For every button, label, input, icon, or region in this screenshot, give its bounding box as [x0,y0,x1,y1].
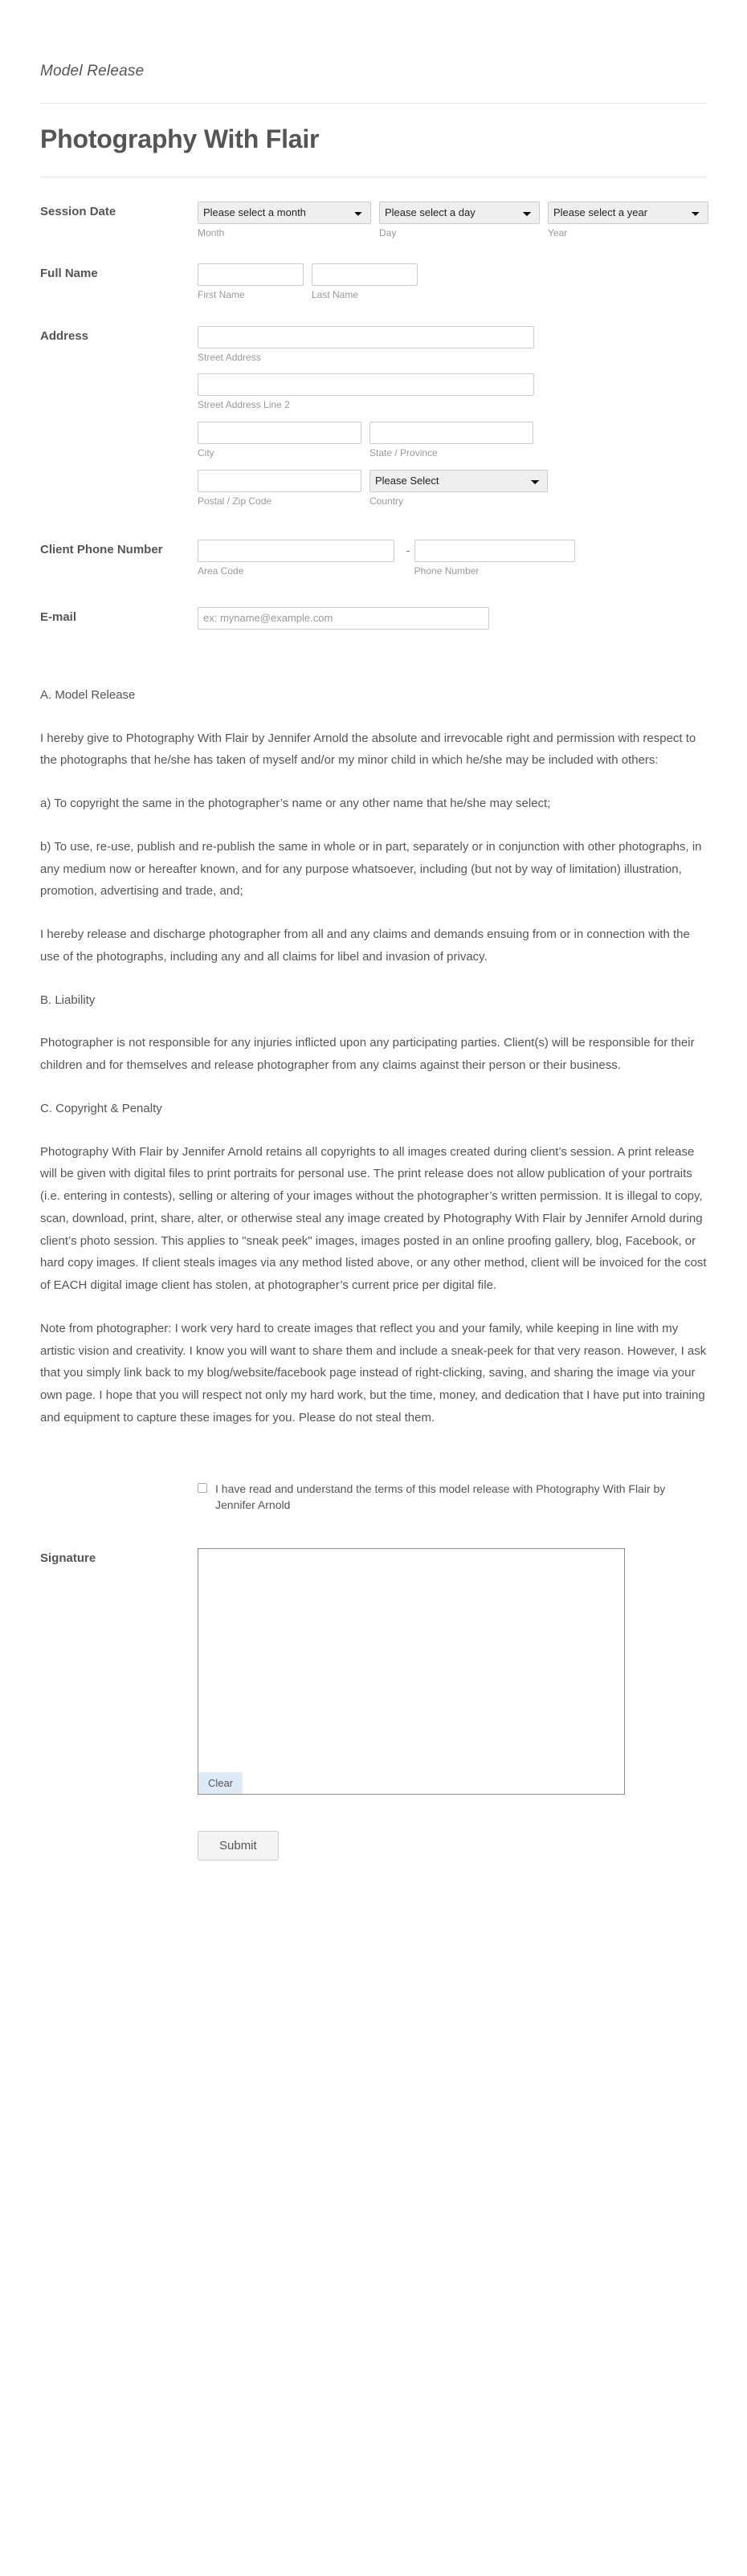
section-c-paragraph-1: Photography With Flair by Jennifer Arnold retains all copyrights to all images created during client’s session. A print release will be given with digital files to print portraits for personal use. The print release does not allow publication of your portraits (i.e. entering in contests), selling or altering of your images without the photographer’s written permission. It is illegal to copy, scan, download, print, share, alter, or otherwise steal any image created by Photography With Flair by Jennifer Arnold during client’s photo session. This applies to "sneak peek" images, images posted in an online proofing gallery, blog, Facebook, or hard copy images. If client steals images via any method listed above, or any other method, client will be invoiced for the cost of EACH digital image client has stolen, at photographer’s current price per digital file. [40,1144,707,1292]
street-address-group [198,326,707,365]
email-label: E-mail [40,609,77,624]
form-body [0,177,747,630]
phone-number-sublabel: Phone Number [414,565,480,577]
postal-zip-input[interactable] [198,470,361,492]
signature-controls [198,1548,707,1795]
consent-checkbox-group[interactable] [198,1481,697,1514]
field-full-name [40,239,707,302]
section-c-paragraph-2: Note from photographer: I work very hard to create images that reflect you and your family, while keeping in line with my artistic vision and creativity. I know you will want to share them and include a sneak-peek for that very reason. However, I ask that you simply link back to my blog/website/facebook page instead of right-clicking, saving, and sharing the image via your own page. I hope that you will respect not only my hard work, but the time, money, and dedication that I have put into training and equipment to capture these images for you. Please do not steal them. [40,1321,707,1425]
street-address-line2-input[interactable] [198,373,534,396]
legal-terms [0,684,747,1429]
street-address-sublabel: Street Address [198,351,261,363]
submit-row [0,1795,747,1861]
session-date-year-sublabel: Year [548,226,568,238]
consent-row [0,1450,747,1514]
full-name-controls [198,263,707,302]
clear-signature-button[interactable]: Clear [198,1772,243,1795]
session-date-year-select[interactable] [548,202,708,224]
session-date-year-group [548,202,708,240]
phone-separator: - [406,544,410,557]
first-name-input[interactable] [198,263,304,286]
signature-pad[interactable] [198,1548,625,1795]
session-date-day-group [379,202,540,240]
state-province-input[interactable] [369,422,533,444]
page-title: Photography With Flair [40,124,320,153]
field-client-phone [40,507,707,578]
email-input[interactable] [198,607,489,630]
field-signature [0,1513,747,1795]
address-label: Address [40,328,89,343]
area-code-sublabel: Area Code [198,565,244,577]
section-b-paragraph-1: Photographer is not responsible for any injuries inflicted upon any participating parties. Client(s) will be responsible for their children and for themselves and release photographer from any claims against their person or their business. [40,1036,695,1072]
state-group [369,422,533,460]
area-code-input[interactable] [198,540,394,562]
postal-zip-sublabel: Postal / Zip Code [198,495,272,507]
section-a-paragraph-2: I hereby release and discharge photographer from all and any claims and demands ensuing from or in connection with the use of the photographs, including any and all claims for libel and invasion of privacy. [40,927,690,964]
email-controls [198,607,707,630]
page-bottom-spacer [0,1861,747,1933]
terms-agreement-checkbox[interactable] [198,1483,207,1493]
client-phone-controls [198,540,707,578]
address-controls [198,326,707,507]
section-b-heading: B. Liability [40,992,96,1007]
submit-button[interactable]: Submit [198,1831,279,1861]
session-date-label: Session Date [40,204,116,218]
full-name-label: Full Name [40,267,98,281]
session-date-month-select[interactable] [198,202,371,224]
last-name-input[interactable] [312,263,418,286]
field-email [40,578,707,630]
form-subtitle: Model Release [40,63,145,79]
terms-agreement-label: I have read and understand the terms of this model release with Photography With Flair by Jennifer Arnold [215,1482,666,1511]
city-input[interactable] [198,422,361,444]
signature-label: Signature [40,1551,96,1566]
last-name-group [312,263,418,302]
field-session-date [40,177,707,240]
country-select[interactable] [369,470,548,492]
field-address [40,302,707,507]
session-date-day-sublabel: Day [379,226,397,238]
submit-label-spacer [40,1831,198,1861]
country-group [369,470,548,508]
city-sublabel: City [198,446,214,459]
phone-number-input[interactable] [414,540,575,562]
phone-number-group [414,540,575,578]
country-sublabel: Country [369,495,404,507]
session-date-month-group [198,202,371,240]
street-address-input[interactable] [198,326,534,348]
section-a-paragraph-1: I hereby give to Photography With Flair by Jennifer Arnold the absolute and irrevocable right and permission with respect to the photographs that he/she has taken of myself and/or my minor child in which he/she may be included with others: [40,731,696,768]
client-phone-label: Client Phone Number [40,543,163,557]
first-name-sublabel: First Name [198,289,245,301]
session-date-controls [198,202,708,240]
section-a-paragraph-b: b) To use, re-use, publish and re-publish the same in whole or in part, separately or in conjunction with other photographs, in any medium now or hereafter known, and for any purpose whatsoever, including (but not by way of limitation) illustration, promotion, advertising and trade, and; [40,839,702,899]
street-address-line2-group [198,373,707,412]
section-a-paragraph-a: a) To copyright the same in the photographer’s name or any other name that he/she may select; [40,797,551,810]
first-name-group [198,263,304,302]
section-c-heading: C. Copyright & Penalty [40,1101,162,1115]
street-address-line2-sublabel: Street Address Line 2 [198,399,290,411]
session-date-month-sublabel: Month [198,226,225,238]
postal-group [198,470,361,508]
state-province-sublabel: State / Province [369,446,438,459]
area-code-group [198,540,394,578]
last-name-sublabel: Last Name [312,289,359,301]
form-header [0,0,747,81]
city-group [198,422,361,460]
section-a-heading: A. Model Release [40,687,136,702]
session-date-day-select[interactable] [379,202,540,224]
